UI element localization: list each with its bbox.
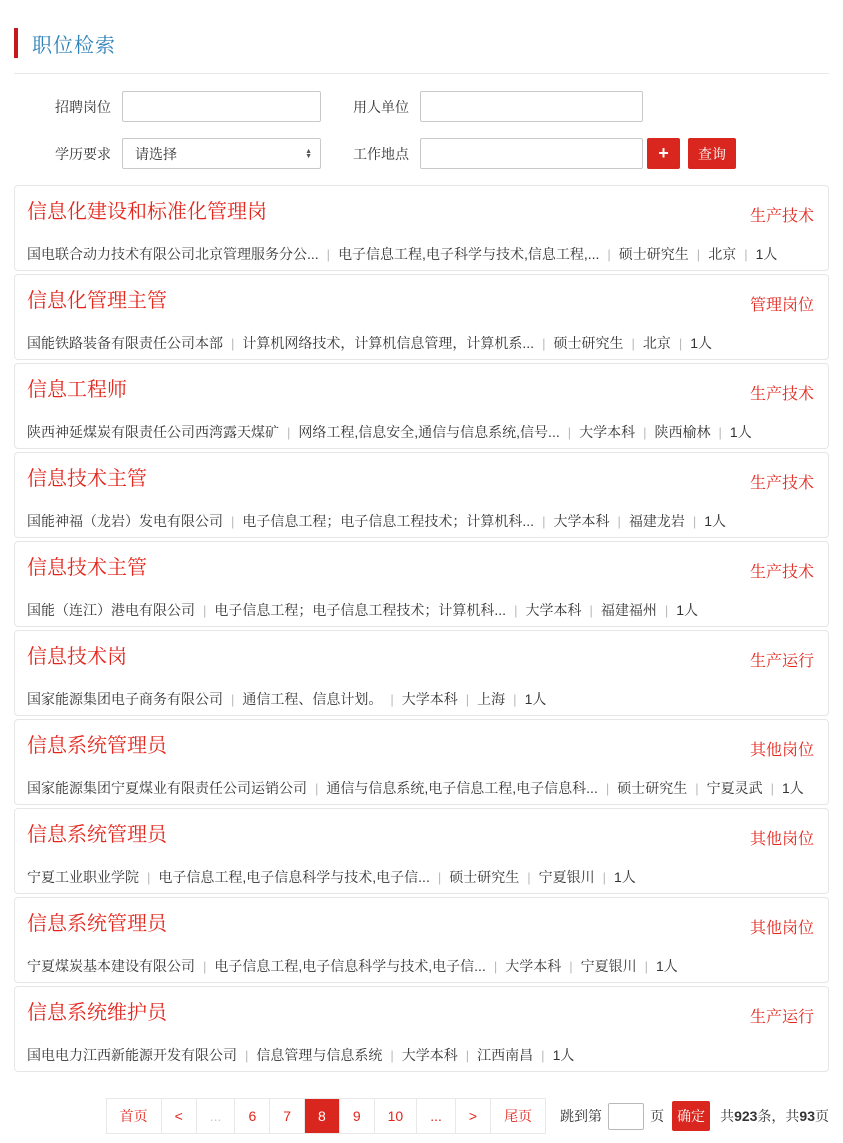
- job-degree: 硕士研究生: [553, 335, 624, 351]
- job-card: [14, 808, 829, 894]
- job-card: [14, 541, 829, 627]
- header-accent-bar: [14, 28, 18, 58]
- job-location: 宁夏银川: [580, 958, 637, 974]
- select-arrows-icon: ▲ ▼: [305, 147, 312, 160]
- job-location: 江西南昌: [477, 1047, 534, 1063]
- separator: |: [465, 692, 470, 707]
- job-category-tag: 其他岗位: [749, 920, 814, 937]
- employer-input[interactable]: [420, 91, 643, 122]
- ellipsis-right[interactable]: ...: [417, 1099, 456, 1133]
- job-company: 国家能源集团宁夏煤业有限责任公司运销公司: [27, 780, 307, 796]
- job-degree: 硕士研究生: [449, 869, 520, 885]
- job-majors: 电子信息工程；电子信息工程技术；计算机科...: [214, 602, 507, 618]
- separator: |: [465, 1048, 470, 1063]
- search-form: [14, 91, 829, 169]
- separator: |: [147, 870, 151, 885]
- jump-prefix-label: 跳到第: [560, 1108, 603, 1124]
- job-category-tag: 生产运行: [749, 1009, 814, 1026]
- job-headcount: 1人: [656, 958, 678, 974]
- separator: |: [542, 514, 546, 529]
- separator: |: [569, 959, 573, 974]
- separator: |: [696, 247, 701, 262]
- job-company: 国能铁路装备有限责任公司本部: [27, 335, 223, 351]
- job-card: [14, 719, 829, 805]
- job-description: [27, 778, 814, 798]
- separator: |: [390, 692, 394, 707]
- job-location: 福建龙岩: [628, 513, 685, 529]
- education-field-label: 学历要求: [55, 145, 111, 162]
- job-headcount: 1人: [729, 424, 752, 440]
- job-headcount: 1人: [755, 246, 778, 262]
- job-title-link[interactable]: 信息化建设和标准化管理岗: [27, 201, 267, 223]
- separator: |: [589, 603, 593, 618]
- job-field-label: 招聘岗位: [55, 98, 111, 115]
- page-6-button[interactable]: 6: [235, 1099, 270, 1133]
- page-jump: [560, 1101, 829, 1131]
- search-button[interactable]: 查询: [688, 138, 736, 169]
- job-card: [14, 363, 829, 449]
- separator: |: [695, 781, 699, 796]
- page-10-button[interactable]: 10: [375, 1099, 418, 1133]
- jump-page-input[interactable]: [608, 1103, 644, 1130]
- job-majors: 电子信息工程；电子信息工程技术；计算机科...: [242, 513, 535, 529]
- job-location: 北京: [642, 335, 671, 351]
- jump-confirm-button[interactable]: 确定: [672, 1101, 710, 1131]
- job-category-tag: 生产技术: [749, 475, 814, 492]
- separator: |: [607, 247, 611, 262]
- separator: |: [326, 247, 331, 262]
- job-card: [14, 630, 829, 716]
- job-degree: 硕士研究生: [617, 780, 688, 796]
- add-condition-button[interactable]: +: [647, 138, 680, 169]
- job-location: 上海: [477, 691, 506, 707]
- job-title-link[interactable]: 信息技术岗: [27, 646, 127, 668]
- job-majors: 电子信息工程,电子信息科学与技术,电子信...: [158, 869, 430, 885]
- job-company: 宁夏煤炭基本建设有限公司: [27, 958, 195, 974]
- separator: |: [664, 603, 669, 618]
- total-pages-count: 93: [799, 1108, 815, 1124]
- job-description: [27, 333, 814, 353]
- separator: |: [203, 959, 207, 974]
- form-row-1: [55, 91, 829, 122]
- separator: |: [287, 425, 291, 440]
- job-input[interactable]: [122, 91, 321, 122]
- education-select[interactable]: [122, 138, 321, 169]
- job-description: [27, 600, 814, 620]
- separator: |: [617, 514, 621, 529]
- page-9-button[interactable]: 9: [340, 1099, 375, 1133]
- job-headcount: 1人: [676, 602, 699, 618]
- job-description: [27, 244, 814, 264]
- job-category-tag: 其他岗位: [749, 831, 814, 848]
- first-page-button[interactable]: 首页: [107, 1099, 162, 1133]
- job-company: 国能（连江）港电有限公司: [27, 602, 195, 618]
- job-title-link[interactable]: 信息系统管理员: [27, 735, 167, 757]
- prev-page-button[interactable]: <: [162, 1099, 197, 1133]
- records-summary: 共923条，共93页: [720, 1108, 829, 1124]
- job-card: [14, 185, 829, 271]
- separator: |: [514, 603, 518, 618]
- job-category-tag: 生产技术: [749, 208, 814, 225]
- separator: |: [542, 336, 546, 351]
- ellipsis-left: ...: [197, 1099, 236, 1133]
- job-card: [14, 274, 829, 360]
- separator: |: [390, 1048, 394, 1063]
- job-card: [14, 986, 829, 1072]
- job-headcount: 1人: [704, 513, 727, 529]
- job-company: 国能神福（龙岩）发电有限公司: [27, 513, 223, 529]
- jump-suffix-label: 页: [650, 1108, 665, 1124]
- job-location: 宁夏银川: [538, 869, 595, 885]
- page-7-button[interactable]: 7: [270, 1099, 305, 1133]
- job-title-link[interactable]: 信息系统维护员: [27, 1002, 167, 1024]
- job-list: [14, 185, 829, 1072]
- job-title-link[interactable]: 信息工程师: [27, 379, 127, 401]
- job-title-link[interactable]: 信息化管理主管: [27, 290, 167, 312]
- job-location: 北京: [708, 246, 737, 262]
- job-title-link[interactable]: 信息技术主管: [27, 557, 147, 579]
- pager: [106, 1098, 546, 1134]
- job-majors: 通信工程、信息计划。: [242, 691, 383, 707]
- separator: |: [231, 336, 235, 351]
- job-majors: 计算机网络技术，计算机信息管理，计算机系...: [242, 335, 535, 351]
- job-company: 国家能源集团电子商务有限公司: [27, 691, 223, 707]
- job-category-tag: 生产运行: [749, 653, 814, 670]
- job-company: 国电联合动力技术有限公司北京管理服务分公...: [27, 246, 319, 262]
- page-title: 职位检索: [32, 34, 116, 57]
- job-headcount: 1人: [690, 335, 713, 351]
- form-row-2: [55, 138, 829, 169]
- separator: |: [692, 514, 697, 529]
- job-degree: 大学本科: [505, 958, 562, 974]
- separator: |: [602, 870, 607, 885]
- separator: |: [605, 781, 610, 796]
- separator: |: [231, 692, 235, 707]
- separator: |: [770, 781, 775, 796]
- job-location: 陕西榆林: [654, 424, 711, 440]
- separator: |: [527, 870, 531, 885]
- job-location: 福建福州: [600, 602, 657, 618]
- job-majors: 信息管理与信息系统: [256, 1047, 383, 1063]
- job-description: [27, 422, 814, 442]
- separator: |: [203, 603, 207, 618]
- education-select-value: 请选择: [135, 145, 177, 162]
- location-input[interactable]: [420, 138, 643, 169]
- job-description: [27, 511, 814, 531]
- job-title-link[interactable]: 信息系统管理员: [27, 913, 167, 935]
- job-degree: 大学本科: [401, 691, 458, 707]
- job-title-link[interactable]: 信息系统管理员: [27, 824, 167, 846]
- pagination-bar: [14, 1098, 829, 1134]
- job-company: 国电电力江西新能源开发有限公司: [27, 1047, 237, 1063]
- job-majors: 电子信息工程,电子科学与技术,信息工程,...: [338, 246, 600, 262]
- section-header: [14, 28, 829, 74]
- job-majors: 通信与信息系统,电子信息工程,电子信息科...: [326, 780, 598, 796]
- next-page-button[interactable]: >: [456, 1099, 491, 1133]
- job-degree: 大学本科: [401, 1047, 458, 1063]
- job-category-tag: 管理岗位: [749, 297, 814, 314]
- job-description: [27, 956, 814, 976]
- job-degree: 大学本科: [579, 424, 636, 440]
- job-category-tag: 生产技术: [749, 386, 814, 403]
- job-degree: 大学本科: [525, 602, 582, 618]
- separator: |: [493, 959, 498, 974]
- separator: |: [231, 514, 235, 529]
- separator: |: [744, 247, 748, 262]
- location-field-label: 工作地点: [353, 145, 409, 162]
- job-degree: 硕士研究生: [618, 246, 689, 262]
- job-company: 陕西神延煤炭有限责任公司西湾露天煤矿: [27, 424, 279, 440]
- job-headcount: 1人: [552, 1047, 575, 1063]
- job-location: 宁夏灵武: [706, 780, 763, 796]
- job-description: [27, 689, 814, 709]
- last-page-button[interactable]: 尾页: [491, 1099, 546, 1133]
- job-headcount: 1人: [782, 780, 804, 796]
- total-records-count: 923: [734, 1108, 758, 1124]
- job-headcount: 1人: [614, 869, 636, 885]
- separator: |: [245, 1048, 249, 1063]
- page-8-button[interactable]: 8: [305, 1099, 340, 1133]
- job-company: 宁夏工业职业学院: [27, 869, 139, 885]
- job-degree: 大学本科: [553, 513, 610, 529]
- job-majors: 电子信息工程,电子信息科学与技术,电子信...: [214, 958, 486, 974]
- job-card: [14, 897, 829, 983]
- separator: |: [513, 692, 517, 707]
- separator: |: [631, 336, 635, 351]
- job-title-link[interactable]: 信息技术主管: [27, 468, 147, 490]
- separator: |: [644, 959, 649, 974]
- job-description: [27, 1045, 814, 1065]
- separator: |: [678, 336, 683, 351]
- job-category-tag: 其他岗位: [749, 742, 814, 759]
- separator: |: [315, 781, 319, 796]
- job-card: [14, 452, 829, 538]
- job-majors: 网络工程,信息安全,通信与信息系统,信号...: [298, 424, 560, 440]
- separator: |: [567, 425, 572, 440]
- separator: |: [437, 870, 442, 885]
- job-headcount: 1人: [524, 691, 547, 707]
- separator: |: [643, 425, 647, 440]
- job-description: [27, 867, 814, 887]
- job-category-tag: 生产技术: [749, 564, 814, 581]
- separator: |: [718, 425, 722, 440]
- separator: |: [541, 1048, 545, 1063]
- employer-field-label: 用人单位: [353, 98, 409, 115]
